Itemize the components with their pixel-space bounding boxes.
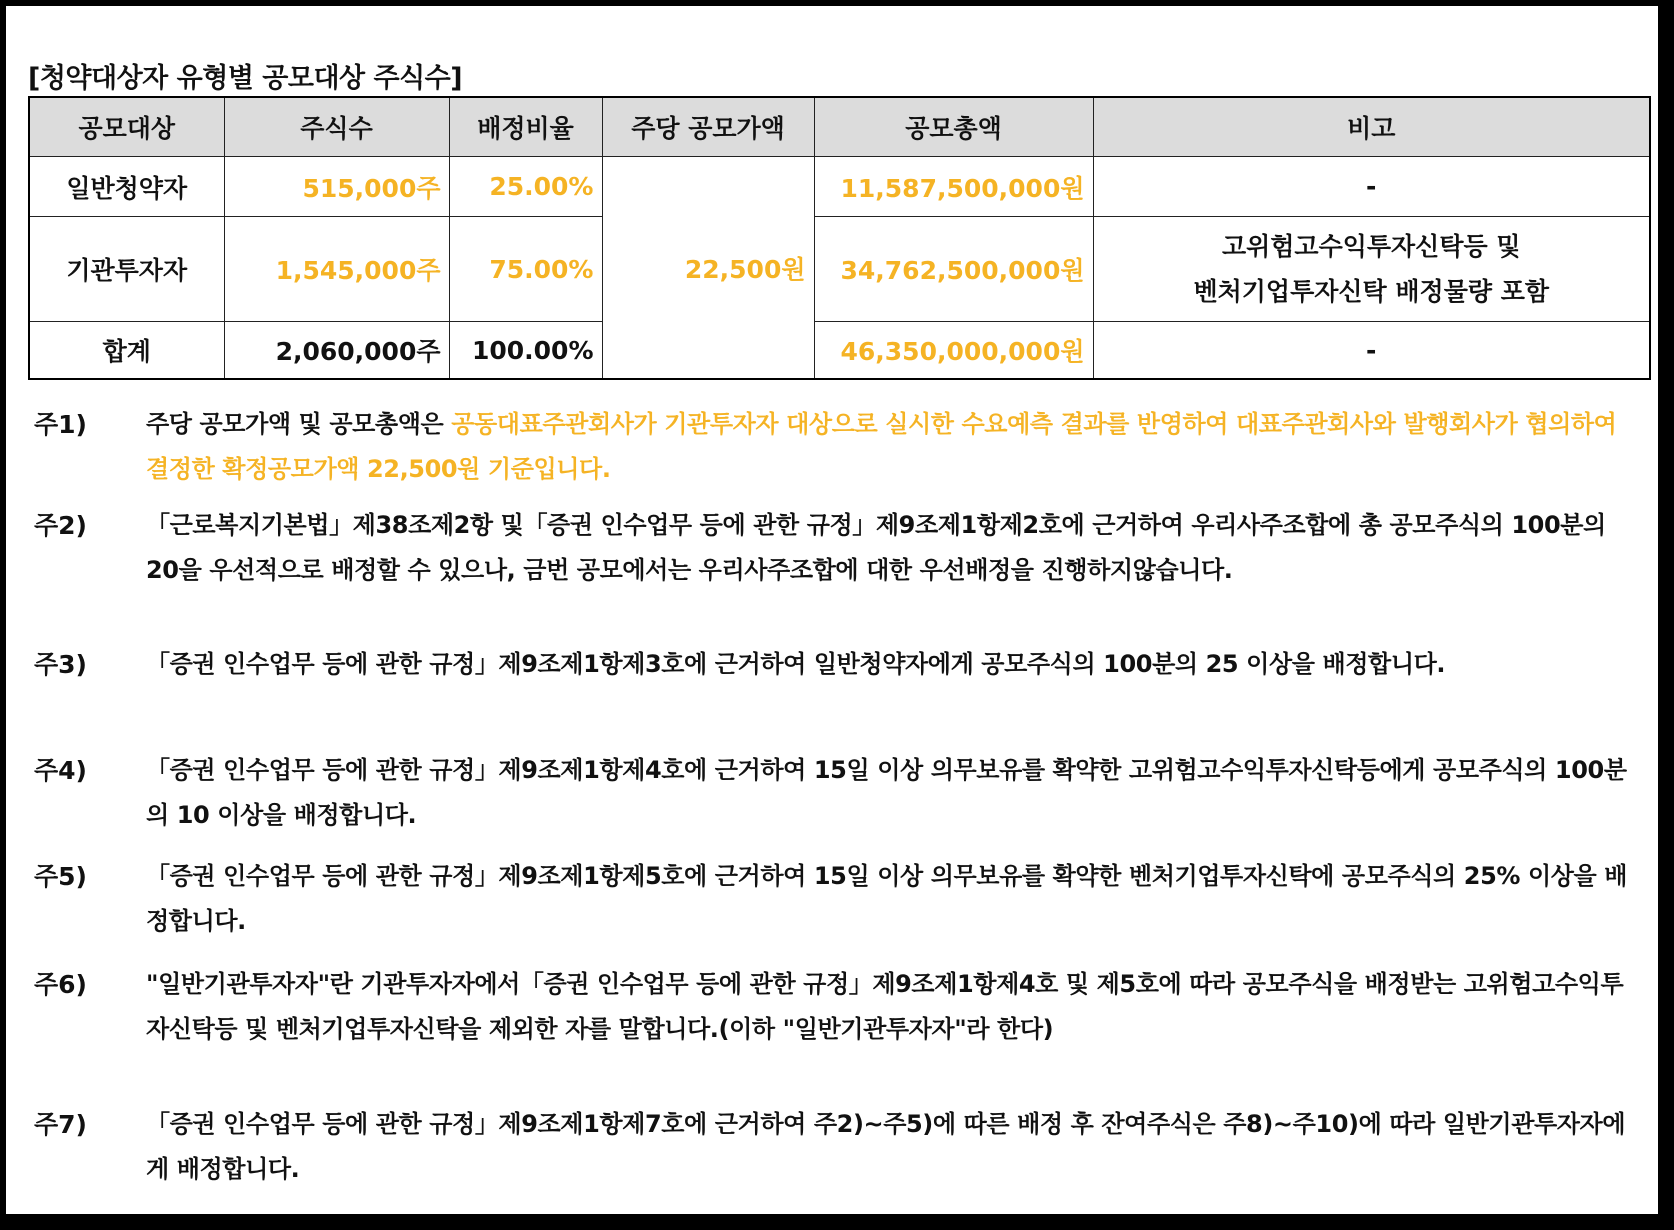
cell-target: 합계 bbox=[29, 322, 224, 380]
document-page bbox=[3, 3, 1658, 1214]
header-total: 공모총액 bbox=[814, 97, 1093, 157]
cell-price-per-share: 22,500원 bbox=[602, 157, 814, 380]
cell-total: 34,762,500,000원 bbox=[814, 217, 1093, 322]
note-text-plain: 주당 공모가액 및 공모총액은 bbox=[146, 410, 452, 438]
cell-remark: - bbox=[1093, 157, 1650, 217]
header-ratio: 배정비율 bbox=[449, 97, 602, 157]
cell-ratio: 100.00% bbox=[449, 322, 602, 380]
table-header-row bbox=[29, 97, 1650, 157]
cell-total: 46,350,000,000원 bbox=[814, 322, 1093, 380]
note-text bbox=[146, 402, 1638, 492]
document-title: [청약대상자 유형별 공모대상 주식수] bbox=[28, 63, 463, 94]
remark-line-2: 벤처기업투자신탁 배정물량 포함 bbox=[1193, 277, 1549, 306]
allocation-table bbox=[28, 96, 1651, 380]
cell-target: 일반청약자 bbox=[29, 157, 224, 217]
cell-shares: 1,545,000주 bbox=[224, 217, 449, 322]
note-label: 주5) bbox=[34, 862, 87, 891]
note-label: 주7) bbox=[34, 1110, 87, 1139]
note-label: 주4) bbox=[34, 756, 87, 785]
remark-line-1: 고위험고수익투자신탁등 및 bbox=[1221, 232, 1521, 261]
note-text: 「증권 인수업무 등에 관한 규정」제9조제1항제4호에 근거하여 15일 이상 의무보유를 확약한 고위험고수익투자신탁등에게 공모주식의 100분의 10 이상을 배정합니다. bbox=[146, 756, 1627, 829]
note-text: "일반기관투자자"란 기관투자자에서「증권 인수업무 등에 관한 규정」제9조제1항제4호 및 제5호에 따라 공모주식을 배정받는 고위험고수익투자신탁등 및 벤처기업투자신탁을 제외한 자를 말합니다.(이하 "일반기관투자자"라 한다) bbox=[146, 970, 1624, 1043]
header-shares: 주식수 bbox=[224, 97, 449, 157]
note-text: 「증권 인수업무 등에 관한 규정」제9조제1항제3호에 근거하여 일반청약자에게 공모주식의 100분의 25 이상을 배정합니다. bbox=[146, 650, 1446, 678]
cell-remark bbox=[1093, 217, 1650, 322]
note-label: 주1) bbox=[34, 410, 87, 439]
table-row bbox=[29, 217, 1650, 322]
note-text: 「증권 인수업무 등에 관한 규정」제9조제1항제7호에 근거하여 주2)~주5)에 따른 배정 후 잔여주식은 주8)~주10)에 따라 일반기관투자자에게 배정합니다. bbox=[146, 1110, 1626, 1183]
note-text: 「증권 인수업무 등에 관한 규정」제9조제1항제5호에 근거하여 15일 이상 의무보유를 확약한 벤처기업투자신탁에 공모주식의 25% 이상을 배정합니다. bbox=[146, 862, 1628, 935]
note-text-highlight: 공동대표주관회사가 기관투자자 대상으로 실시한 수요예측 결과를 반영하여 대표주관회사와 발행회사가 협의하여 결정한 확정공모가액 22,500원 기준입니다. bbox=[146, 410, 1617, 483]
note-label: 주3) bbox=[34, 650, 87, 679]
note-label: 주6) bbox=[34, 970, 87, 999]
table-row bbox=[29, 322, 1650, 380]
cell-ratio: 75.00% bbox=[449, 217, 602, 322]
cell-ratio: 25.00% bbox=[449, 157, 602, 217]
note-text: 「근로복지기본법」제38조제2항 및「증권 인수업무 등에 관한 규정」제9조제1항제2호에 근거하여 우리사주조합에 총 공모주식의 100분의 20을 우선적으로 배정할 수 있으나, 금번 공모에서는 우리사주조합에 대한 우선배정을 진행하지않습니다. bbox=[146, 511, 1606, 584]
header-price: 주당 공모가액 bbox=[602, 97, 814, 157]
cell-shares: 2,060,000주 bbox=[224, 322, 449, 380]
cell-total: 11,587,500,000원 bbox=[814, 157, 1093, 217]
header-target: 공모대상 bbox=[29, 97, 224, 157]
cell-shares: 515,000주 bbox=[224, 157, 449, 217]
cell-target: 기관투자자 bbox=[29, 217, 224, 322]
note-label: 주2) bbox=[34, 511, 87, 540]
header-remark: 비고 bbox=[1093, 97, 1650, 157]
table-row bbox=[29, 157, 1650, 217]
cell-remark: - bbox=[1093, 322, 1650, 380]
